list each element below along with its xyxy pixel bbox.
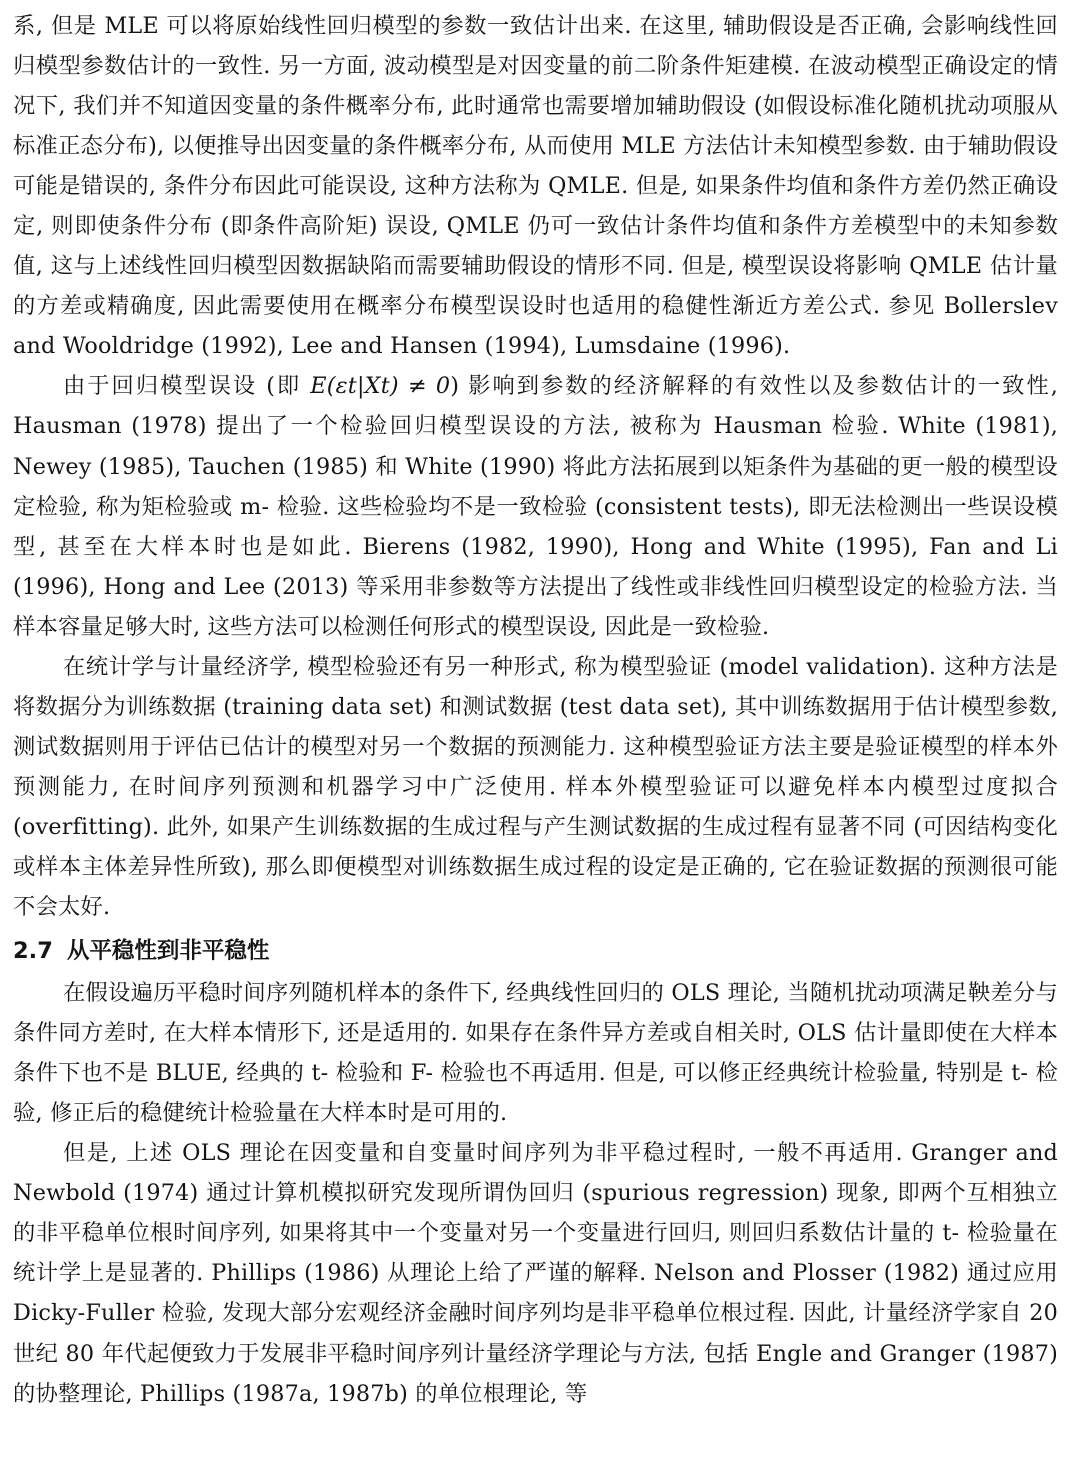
section-heading	[13, 931, 1058, 971]
paragraph-spurious-regression: 但是, 上述 OLS 理论在因变量和自变量时间序列为非平稳过程时, 一般不再适用. Granger and Newbold (1974) 通过计算机模拟研究发现所谓伪回归 (spurious regression) 现象, 即两个互相独立的非平稳单位根时间序列, 如果将其中一个变量对另一个变量进行回归, 则回归系数估计量的 t- 检验量在统计学上是显著的. Phillips (1986) 从理论上给了严谨的解释. Nelson and Plosser (1982) 通过应用 Dicky-Fuller 检验, 发现大部分宏观经济金融时间序列均是非平稳单位根过程. 因此, 计量经济学家自 20 世纪 80 年代起便致力于发展非平稳时间序列计量经济学理论与方法, 包括 Engle and Granger (1987) 的协整理论, Phillips (1987a, 1987b) 的单位根理论, 等	[13, 1140, 1058, 1407]
section-title: 从平稳性到非平稳性	[66, 938, 270, 965]
section-number: 2.7	[13, 938, 53, 965]
paragraph-continued: 系, 但是 MLE 可以将原始线性回归模型的参数一致估计出来. 在这里, 辅助假设是否正确, 会影响线性回归模型参数估计的一致性. 另一方面, 波动模型是对因变量的前二阶条件矩建模. 在波动模型正确设定的情况下, 我们并不知道因变量的条件概率分布, 此时通常也需要增加辅助假设 (如假设标准化随机扰动项服从标准正态分布), 以便推导出因变量的条件概率分布, 从而使用 MLE 方法估计未知模型参数. 由于辅助假设可能是错误的, 条件分布因此可能误设, 这种方法称为 QMLE. 但是, 如果条件均值和条件方差仍然正确设定, 则即使条件分布 (即条件高阶矩) 误设, QMLE 仍可一致估计条件均值和条件方差模型中的未知参数值, 这与上述线性回归模型因数据缺陷而需要辅助假设的情形不同. 但是, 模型误设将影响 QMLE 估计量的方差或精确度, 因此需要使用在概率分布模型误设时也适用的稳健性渐近方差公式. 参见 Bollerslev and Wooldridge (1992), Lee and Hansen (1994), Lumsdaine (1996).	[13, 13, 1058, 360]
document-page	[13, 6, 1058, 1414]
paragraph-hausman	[13, 366, 1058, 646]
paragraph-hausman-lead: 由于回归模型误设 (即	[63, 373, 311, 400]
paragraph-model-validation: 在统计学与计量经济学, 模型检验还有另一种形式, 称为模型验证 (model validation). 这种方法是将数据分为训练数据 (training data set) 和测试数据 (test data set), 其中训练数据用于估计模型参数, 测试数据则用于评估已估计的模型对另一个数据的预测能力. 这种模型验证方法主要是验证模型的样本外预测能力, 在时间序列预测和机器学习中广泛使用. 样本外模型验证可以避免样本内模型过度拟合 (overfitting). 此外, 如果产生训练数据的生成过程与产生测试数据的生成过程有显著不同 (可因结构变化或样本主体差异性所致), 那么即便模型对训练数据生成过程的设定是正确的, 它在验证数据的预测很可能不会太好.	[13, 653, 1058, 921]
paragraph-ols-theory: 在假设遍历平稳时间序列随机样本的条件下, 经典线性回归的 OLS 理论, 当随机扰动项满足鞅差分与条件同方差时, 在大样本情形下, 还是适用的. 如果存在条件异方差或自相关时, OLS 估计量即使在大样本条件下也不是 BLUE, 经典的 t- 检验和 F- 检验也不再适用. 但是, 可以修正经典统计检验量, 特别是 t- 检验, 修正后的稳健统计检验量在大样本时是可用的.	[13, 980, 1058, 1127]
paragraph-hausman-rest: ) 影响到参数的经济解释的有效性以及参数估计的一致性, Hausman (1978) 提出了一个检验回归模型误设的方法, 被称为 Hausman 检验. White (1981), Newey (1985), Tauchen (1985) 和 White (1990) 将此方法拓展到以矩条件为基础的更一般的模型设定检验, 称为矩检验或 m- 检验. 这些检验均不是一致检验 (consistent tests), 即无法检测出一些误设模型, 甚至在大样本时也是如此. Bierens (1982, 1990), Hong and White (1995), Fan and Li (1996), Hong and Lee (2013) 等采用非参数等方法提出了线性或非线性回归模型设定的检验方法. 当样本容量足够大时, 这些方法可以检测任何形式的模型误设, 因此是一致检验.	[13, 373, 1059, 640]
math-expression: E(εt|Xt) ≠ 0	[310, 373, 451, 400]
